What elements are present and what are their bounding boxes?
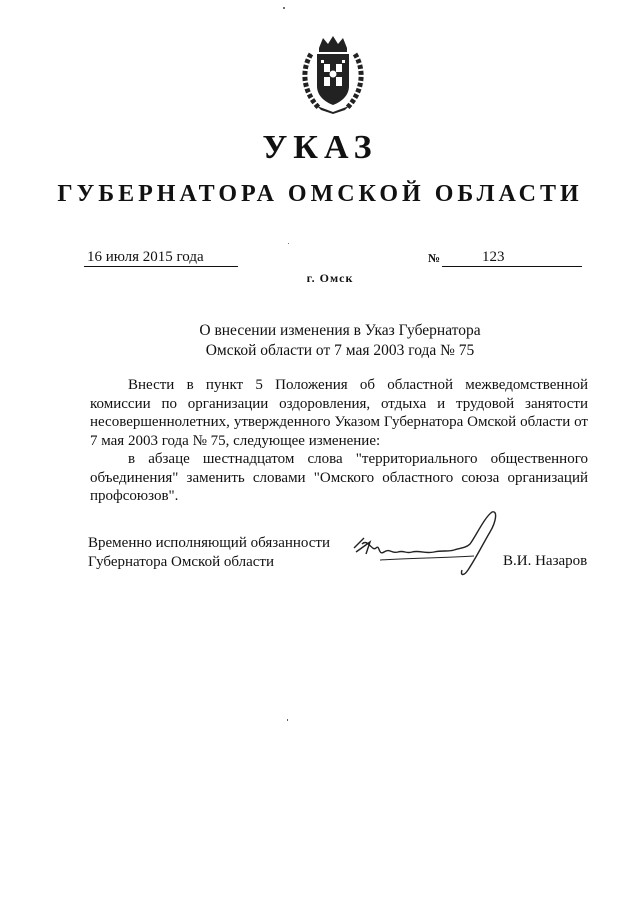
- document-title: УКАЗ: [262, 129, 378, 166]
- city-label: г. Омск: [306, 271, 354, 285]
- handwritten-signature: [350, 508, 500, 578]
- decree-number: 123: [482, 249, 505, 265]
- number-sign: №: [428, 251, 441, 265]
- scan-speck: [287, 719, 288, 721]
- omsk-coat-of-arms-icon: [297, 34, 369, 114]
- position-line-2: Губернатора Омской области: [88, 554, 274, 570]
- number-underline: [442, 248, 582, 267]
- position-line-1: Временно исполняющий обязанности: [88, 535, 331, 551]
- scan-speck: [288, 243, 289, 244]
- heading-line-2: Омской области от 7 мая 2003 года № 75: [205, 342, 475, 359]
- decree-date: 16 июля 2015 года: [87, 249, 204, 265]
- decree-number-field: [428, 248, 582, 266]
- decree-heading: [160, 321, 520, 361]
- body-paragraph-1: Внести в пункт 5 Положения об областной межведомственной комиссии по организации оздоровления, отдыха и трудовой занятости несовершеннолетних, утвержденного Указом Губернатора Омской области от 7 мая 2003 года № 75, следующее изменение:: [90, 377, 588, 449]
- decree-body: [90, 376, 588, 506]
- decree-date-field: [84, 248, 238, 267]
- signatory-name: В.И. Назаров: [503, 553, 588, 569]
- scan-speck: [283, 7, 285, 9]
- document-subtitle: ГУБЕРНАТОРА ОМСКОЙ ОБЛАСТИ: [57, 181, 583, 207]
- signatory-position: [88, 534, 348, 572]
- body-paragraph-2: в абзаце шестнадцатом слова "территориального общественного объединения" заменить словами "Омского областного союза организаций профсоюзов".: [90, 451, 588, 504]
- heading-line-1: О внесении изменения в Указ Губернатора: [199, 322, 481, 339]
